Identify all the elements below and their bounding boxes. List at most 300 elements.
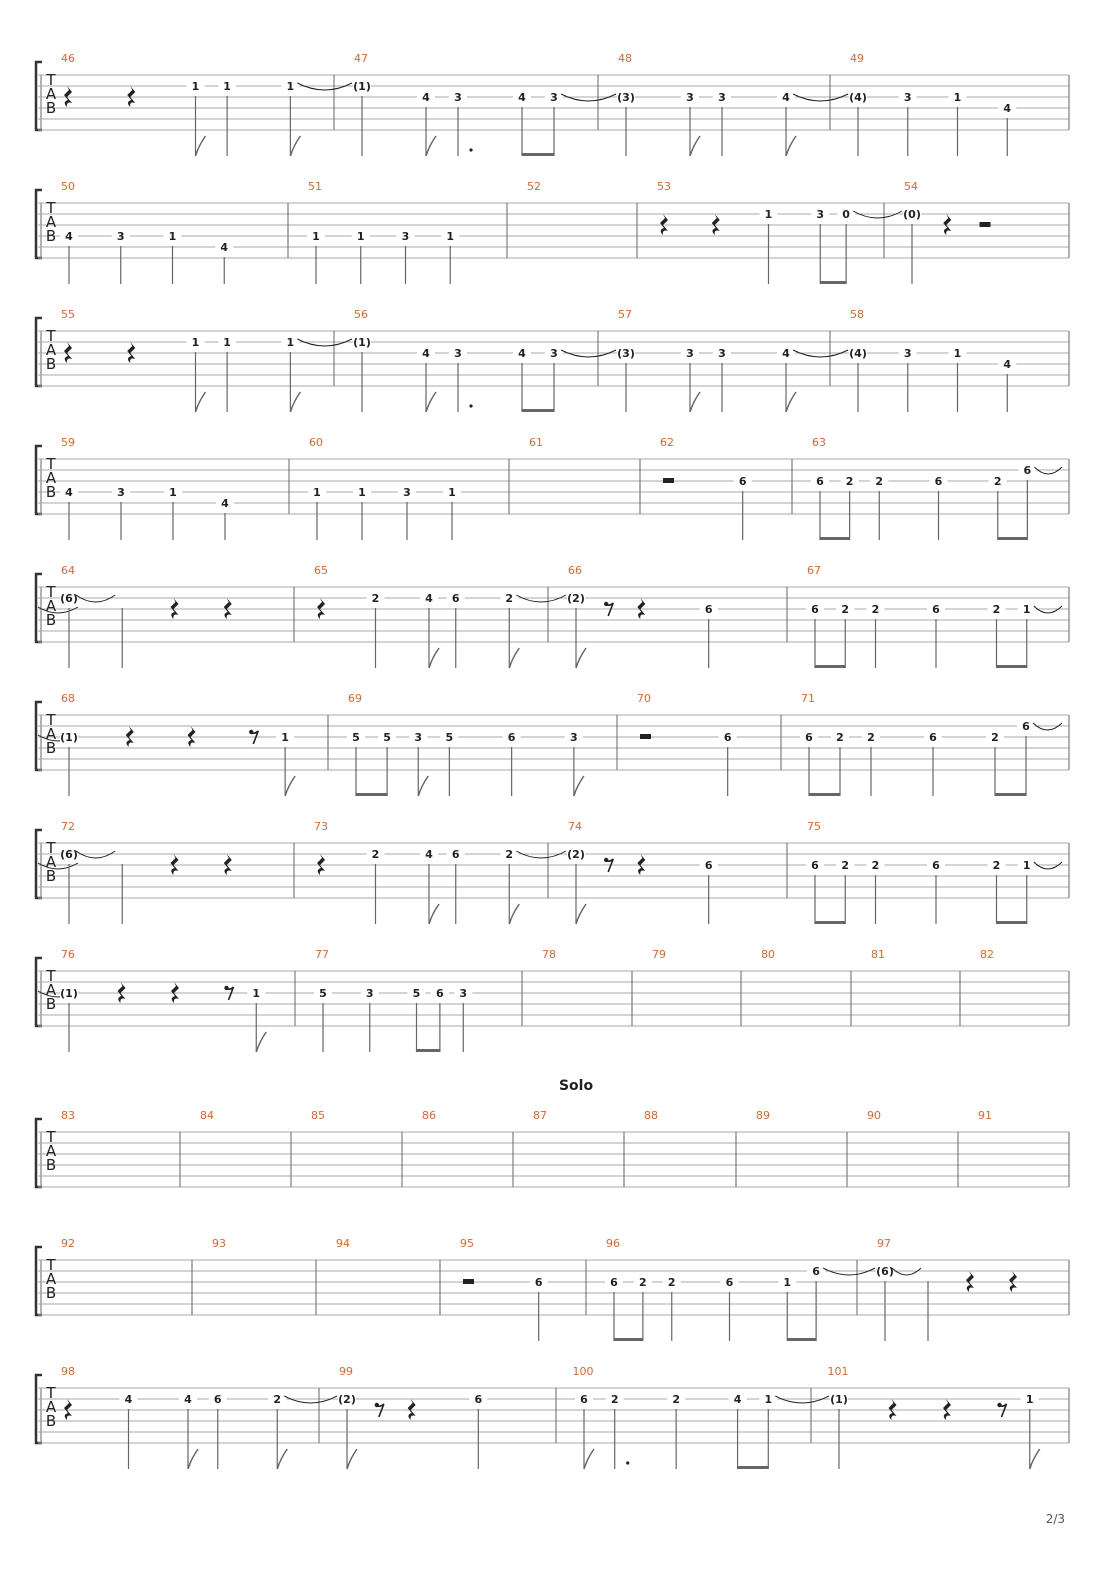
fret-number: 6 <box>932 603 940 616</box>
tab-clef-letter: B <box>45 1412 57 1430</box>
fret-number: 6 <box>812 1265 820 1278</box>
beam <box>614 1338 643 1341</box>
tab-clef-letter: T <box>46 583 56 601</box>
half-rest <box>463 1279 474 1284</box>
tab-note <box>849 91 867 156</box>
beam <box>997 665 1027 668</box>
measure <box>38 564 294 668</box>
tab-note <box>347 731 365 796</box>
fret-number: (2) <box>567 592 585 605</box>
measure <box>61 1365 337 1469</box>
tab-note <box>503 731 521 796</box>
fret-number: 1 <box>286 80 295 93</box>
tab-note <box>867 603 885 668</box>
fret-number: 6 <box>213 1393 222 1406</box>
measure <box>38 820 294 924</box>
tab-note <box>215 241 233 284</box>
duration-dot <box>626 1461 629 1464</box>
fret-number: 4 <box>124 1393 133 1406</box>
tab-note <box>216 497 234 540</box>
tab-note <box>367 592 385 668</box>
measure <box>338 1365 556 1469</box>
tab-note <box>353 80 371 156</box>
measure-number: 93 <box>212 1237 226 1250</box>
fret-number: 6 <box>474 1393 483 1406</box>
fret-number: 6 <box>1023 464 1032 477</box>
eighth-flag <box>786 392 796 412</box>
fret-number: 2 <box>871 603 880 616</box>
tab-note <box>268 1393 337 1469</box>
staff-system <box>36 436 1069 540</box>
tab-note <box>443 486 461 540</box>
tab-note <box>949 91 967 156</box>
fret-number: 3 <box>816 208 825 221</box>
fret-number: 6 <box>811 603 819 616</box>
measure-number: 50 <box>61 180 75 193</box>
tab-clef-letter: B <box>45 1284 57 1302</box>
tab-clef-letter: A <box>45 1142 57 1160</box>
fret-number: 4 <box>221 497 229 510</box>
tab-note <box>924 731 942 796</box>
eighth-flag <box>418 776 428 796</box>
measure-number: 64 <box>61 564 75 577</box>
tab-note <box>713 91 731 156</box>
beam <box>738 1466 769 1469</box>
fret-number: 2 <box>505 848 514 861</box>
tab-note <box>721 1276 739 1341</box>
measure <box>460 1237 586 1341</box>
tab-note <box>862 731 880 796</box>
tab-note <box>719 731 737 796</box>
tab-note <box>849 347 867 412</box>
tab-note <box>806 603 824 668</box>
fret-number: 5 <box>383 731 391 744</box>
measure <box>61 308 352 412</box>
tab-note <box>469 1393 487 1469</box>
measure-number: 70 <box>637 692 651 705</box>
measure <box>617 52 848 156</box>
fret-number: 3 <box>365 987 374 1000</box>
tab-note <box>806 859 824 924</box>
measure-number: 94 <box>336 1237 350 1250</box>
fret-number: 4 <box>65 230 73 243</box>
tab-note <box>998 358 1016 412</box>
measure-number: 76 <box>61 948 75 961</box>
fret-number: 1 <box>223 80 231 93</box>
tab-clef-letter: B <box>45 99 57 117</box>
fret-number: 3 <box>903 91 912 104</box>
measure-number: 60 <box>309 436 323 449</box>
measure-number: 68 <box>61 692 75 705</box>
tab-clef-letter: T <box>46 1128 56 1146</box>
beam <box>417 1049 440 1052</box>
measure <box>61 1237 192 1315</box>
fret-number: 6 <box>534 1276 543 1289</box>
fret-number: 3 <box>718 91 726 104</box>
tab-note <box>361 987 379 1052</box>
fret-number: 1 <box>286 336 295 349</box>
fret-number: 1 <box>1022 859 1031 872</box>
measure-number: 88 <box>644 1109 658 1122</box>
fret-number: 4 <box>184 1393 192 1406</box>
eighth-flag <box>690 392 700 412</box>
fret-number: 6 <box>507 731 516 744</box>
fret-number: 6 <box>704 859 713 872</box>
measure-number: 46 <box>61 52 75 65</box>
tab-note <box>575 1393 594 1469</box>
fret-number: (1) <box>353 80 371 93</box>
fret-number: 6 <box>1022 720 1030 733</box>
tab-clef-letter: T <box>46 839 56 857</box>
staff-system <box>36 564 1069 668</box>
fret-number: (6) <box>60 848 78 861</box>
beam <box>997 921 1027 924</box>
tab-note <box>760 208 778 284</box>
tab-clef-letter: T <box>46 1256 56 1274</box>
fret-number: 3 <box>117 486 125 499</box>
measure-number: 99 <box>339 1365 353 1378</box>
fret-number: (1) <box>60 987 78 1000</box>
tab-note <box>417 91 436 156</box>
measure <box>605 1237 875 1341</box>
tab-note <box>60 230 78 284</box>
tab-note <box>567 592 586 668</box>
tab-clef-letter: B <box>45 995 57 1013</box>
measure <box>38 692 328 796</box>
measure <box>867 1109 958 1187</box>
tab-clef-letter: A <box>45 597 57 615</box>
tab-clef-letter: B <box>45 483 57 501</box>
fret-number: 6 <box>704 603 713 616</box>
beam <box>820 537 850 540</box>
fret-number: (1) <box>830 1393 848 1406</box>
tab-note <box>567 848 586 924</box>
tab-note <box>179 1393 198 1469</box>
measure <box>644 1109 736 1187</box>
fret-number: 3 <box>686 347 694 360</box>
tab-clef-letter: A <box>45 213 57 231</box>
fret-number: 2 <box>371 848 380 861</box>
fret-number: 2 <box>867 731 875 744</box>
fret-number: 6 <box>451 848 460 861</box>
eighth-flag <box>690 136 700 156</box>
tab-note <box>449 347 473 412</box>
tab-note <box>500 592 566 668</box>
half-rest <box>980 222 991 227</box>
tab-note <box>164 486 182 540</box>
measure <box>61 52 352 156</box>
fret-number: 1 <box>1022 603 1031 616</box>
tab-note <box>420 592 439 668</box>
measure <box>806 820 1069 924</box>
eighth-flag <box>429 648 439 668</box>
tab-note <box>353 486 371 540</box>
fret-number: 1 <box>446 230 455 243</box>
measure-number: 49 <box>850 52 864 65</box>
fret-number: 6 <box>805 731 813 744</box>
measure-number: 69 <box>348 692 362 705</box>
fret-number: 3 <box>686 91 694 104</box>
fret-number: (4) <box>849 91 867 104</box>
tab-note <box>930 475 948 540</box>
measure <box>347 692 617 796</box>
fret-number: 4 <box>65 486 73 499</box>
fret-number: 2 <box>836 731 844 744</box>
fret-number: 1 <box>764 1393 773 1406</box>
fret-number: 2 <box>871 859 880 872</box>
fret-number: 3 <box>550 347 558 360</box>
tab-clef-letter: A <box>45 1398 57 1416</box>
tab-note <box>218 336 236 412</box>
fret-number: 1 <box>358 486 366 499</box>
tab-note <box>281 80 352 156</box>
tab-note <box>681 347 700 412</box>
fret-number: 6 <box>723 731 732 744</box>
tab-note <box>729 1393 747 1469</box>
tab-note <box>307 230 325 284</box>
beam <box>995 793 1026 796</box>
fret-number: 6 <box>610 1276 618 1289</box>
tab-note <box>60 731 78 796</box>
fret-number: 2 <box>875 475 884 488</box>
eighth-flag <box>196 136 206 156</box>
measure <box>533 1109 624 1187</box>
measure <box>353 308 616 412</box>
measure <box>314 564 566 668</box>
measure <box>828 1365 1070 1469</box>
fret-number: 1 <box>953 91 962 104</box>
tab-note <box>778 1276 796 1341</box>
measure-number: 59 <box>61 436 75 449</box>
tab-clef-letter: A <box>45 341 57 359</box>
fret-number: 3 <box>459 987 468 1000</box>
staff-system <box>36 1237 1069 1341</box>
fret-number: (1) <box>60 731 78 744</box>
tab-note <box>667 1393 685 1469</box>
fret-number: 2 <box>991 731 999 744</box>
eighth-flag <box>576 904 586 924</box>
tab-clef-letter: A <box>45 469 57 487</box>
fret-number: 6 <box>934 475 943 488</box>
beam <box>820 281 846 284</box>
fret-number: 4 <box>733 1393 742 1406</box>
fret-number: 2 <box>667 1276 676 1289</box>
measure-number: 57 <box>618 308 632 321</box>
staff-system <box>36 692 1069 796</box>
tab-note <box>447 592 465 668</box>
tab-note <box>927 603 945 668</box>
measure-number: 98 <box>61 1365 75 1378</box>
fret-number: 4 <box>220 241 229 254</box>
fret-number: (6) <box>876 1265 894 1278</box>
fret-number: 1 <box>1025 1393 1034 1406</box>
measure <box>314 820 566 924</box>
measure-number: 82 <box>980 948 994 961</box>
eighth-flag <box>429 904 439 924</box>
beam <box>522 153 554 156</box>
measure <box>573 1365 830 1469</box>
fret-number: 4 <box>425 848 433 861</box>
fret-number: 1 <box>191 80 200 93</box>
beam <box>815 665 845 668</box>
tab-note <box>899 91 917 156</box>
beam <box>815 921 845 924</box>
fret-number: 3 <box>454 347 462 360</box>
tab-clef-letter: B <box>45 739 57 757</box>
tab-note <box>949 347 967 412</box>
fret-number: 1 <box>313 486 321 499</box>
tab-note <box>663 1276 681 1341</box>
tie-arc <box>38 863 78 869</box>
fret-number: 1 <box>169 486 177 499</box>
fret-number: 1 <box>783 1276 792 1289</box>
measure-number: 80 <box>761 948 775 961</box>
eighth-flag <box>347 1449 357 1469</box>
eighth-flag <box>426 136 436 156</box>
tab-clef-letter: B <box>45 355 57 373</box>
fret-number: (2) <box>338 1393 356 1406</box>
fret-number: 3 <box>414 731 423 744</box>
eighth-flag <box>256 1032 266 1052</box>
measure <box>980 948 1069 1026</box>
measure-number: 100 <box>572 1365 594 1378</box>
fret-number: (6) <box>60 592 78 605</box>
tab-note <box>1021 1393 1040 1469</box>
tab-clef-letter: A <box>45 981 57 999</box>
tab-note <box>777 91 848 156</box>
section-label: Solo <box>558 1078 594 1094</box>
staff-system <box>36 1365 1069 1469</box>
tab-clef-letter: T <box>46 711 56 729</box>
tab-note <box>397 230 415 284</box>
fret-number: 2 <box>672 1393 680 1406</box>
eighth-flag <box>509 904 519 924</box>
tab-note <box>408 987 426 1052</box>
tab-note <box>903 208 921 284</box>
measure-number: 85 <box>311 1109 325 1122</box>
tab-note <box>398 486 416 540</box>
measure-number: 62 <box>660 436 674 449</box>
measure-number: 53 <box>657 180 671 193</box>
tab-note <box>738 1393 829 1469</box>
eighth-flag <box>1030 1449 1040 1469</box>
measure-number: 87 <box>533 1109 547 1122</box>
tab-note <box>338 1393 357 1469</box>
measure-number: 67 <box>807 564 821 577</box>
tab-note <box>700 603 718 668</box>
tab-note <box>700 859 718 924</box>
measure <box>353 52 616 156</box>
tab-note <box>187 80 206 156</box>
tab-note <box>713 347 731 412</box>
eighth-flag <box>196 392 206 412</box>
tab-note <box>120 1393 138 1469</box>
tab-note <box>734 475 752 540</box>
fret-number: 6 <box>738 475 747 488</box>
fret-number: 2 <box>841 603 850 616</box>
eighth-flag <box>509 648 519 668</box>
fret-number: 6 <box>451 592 460 605</box>
fret-number: 1 <box>168 230 177 243</box>
measure <box>422 1109 513 1187</box>
measure-number: 58 <box>850 308 864 321</box>
tab-note <box>449 91 473 156</box>
tab-clef-letter: A <box>45 725 57 743</box>
measure-number: 55 <box>61 308 75 321</box>
measure-number: 73 <box>314 820 328 833</box>
measure-number: 95 <box>460 1237 474 1250</box>
tab-note <box>820 208 902 284</box>
tab-note <box>867 859 885 924</box>
fret-number: 2 <box>841 859 850 872</box>
measure <box>876 1237 1069 1341</box>
fret-number: 2 <box>639 1276 647 1289</box>
measure-number: 56 <box>354 308 368 321</box>
beam <box>998 537 1028 540</box>
tab-note <box>352 230 370 284</box>
fret-number: 3 <box>570 731 578 744</box>
measure-number: 92 <box>61 1237 75 1250</box>
beam <box>522 409 554 412</box>
tab-note <box>314 987 332 1052</box>
measure <box>652 948 741 1026</box>
half-rest <box>663 478 674 483</box>
measure-number: 51 <box>308 180 322 193</box>
fret-number: 4 <box>422 347 430 360</box>
tab-note <box>800 731 818 796</box>
eighth-flag <box>786 136 796 156</box>
eighth-flag <box>574 776 584 796</box>
tab-note <box>447 848 465 924</box>
fret-number: 6 <box>580 1393 588 1406</box>
measure <box>307 180 507 284</box>
measure <box>657 180 902 284</box>
measure-number: 91 <box>978 1109 992 1122</box>
half-rest <box>640 734 651 739</box>
tab-note <box>870 475 888 540</box>
fret-number: 3 <box>454 91 462 104</box>
measure-number: 96 <box>606 1237 620 1250</box>
tab-note <box>988 859 1006 924</box>
tab-note <box>811 475 829 540</box>
tie-arc <box>38 607 78 613</box>
page-number: 2/3 <box>1045 1512 1065 1526</box>
fret-number: 4 <box>518 91 526 104</box>
measure <box>38 948 295 1052</box>
fret-number: 6 <box>811 859 819 872</box>
tab-note <box>927 859 945 924</box>
measure <box>756 1109 847 1187</box>
tab-note <box>353 336 371 412</box>
eighth-flag <box>576 648 586 668</box>
measure-number: 74 <box>568 820 582 833</box>
measure-number: 77 <box>315 948 329 961</box>
tab-note <box>247 987 266 1052</box>
eighth-flag <box>277 1449 287 1469</box>
tab-note <box>500 848 566 924</box>
tab-clef-letter: T <box>46 455 56 473</box>
fret-number: 6 <box>816 475 824 488</box>
fret-number: 3 <box>550 91 558 104</box>
fret-number: 5 <box>445 731 454 744</box>
tab-clef-letter: B <box>45 227 57 245</box>
fret-number: (1) <box>353 336 371 349</box>
tab-clef-letter: B <box>45 867 57 885</box>
fret-number: 2 <box>845 475 854 488</box>
measure <box>61 1109 180 1187</box>
measure-number: 86 <box>422 1109 436 1122</box>
eighth-flag <box>188 1449 198 1469</box>
